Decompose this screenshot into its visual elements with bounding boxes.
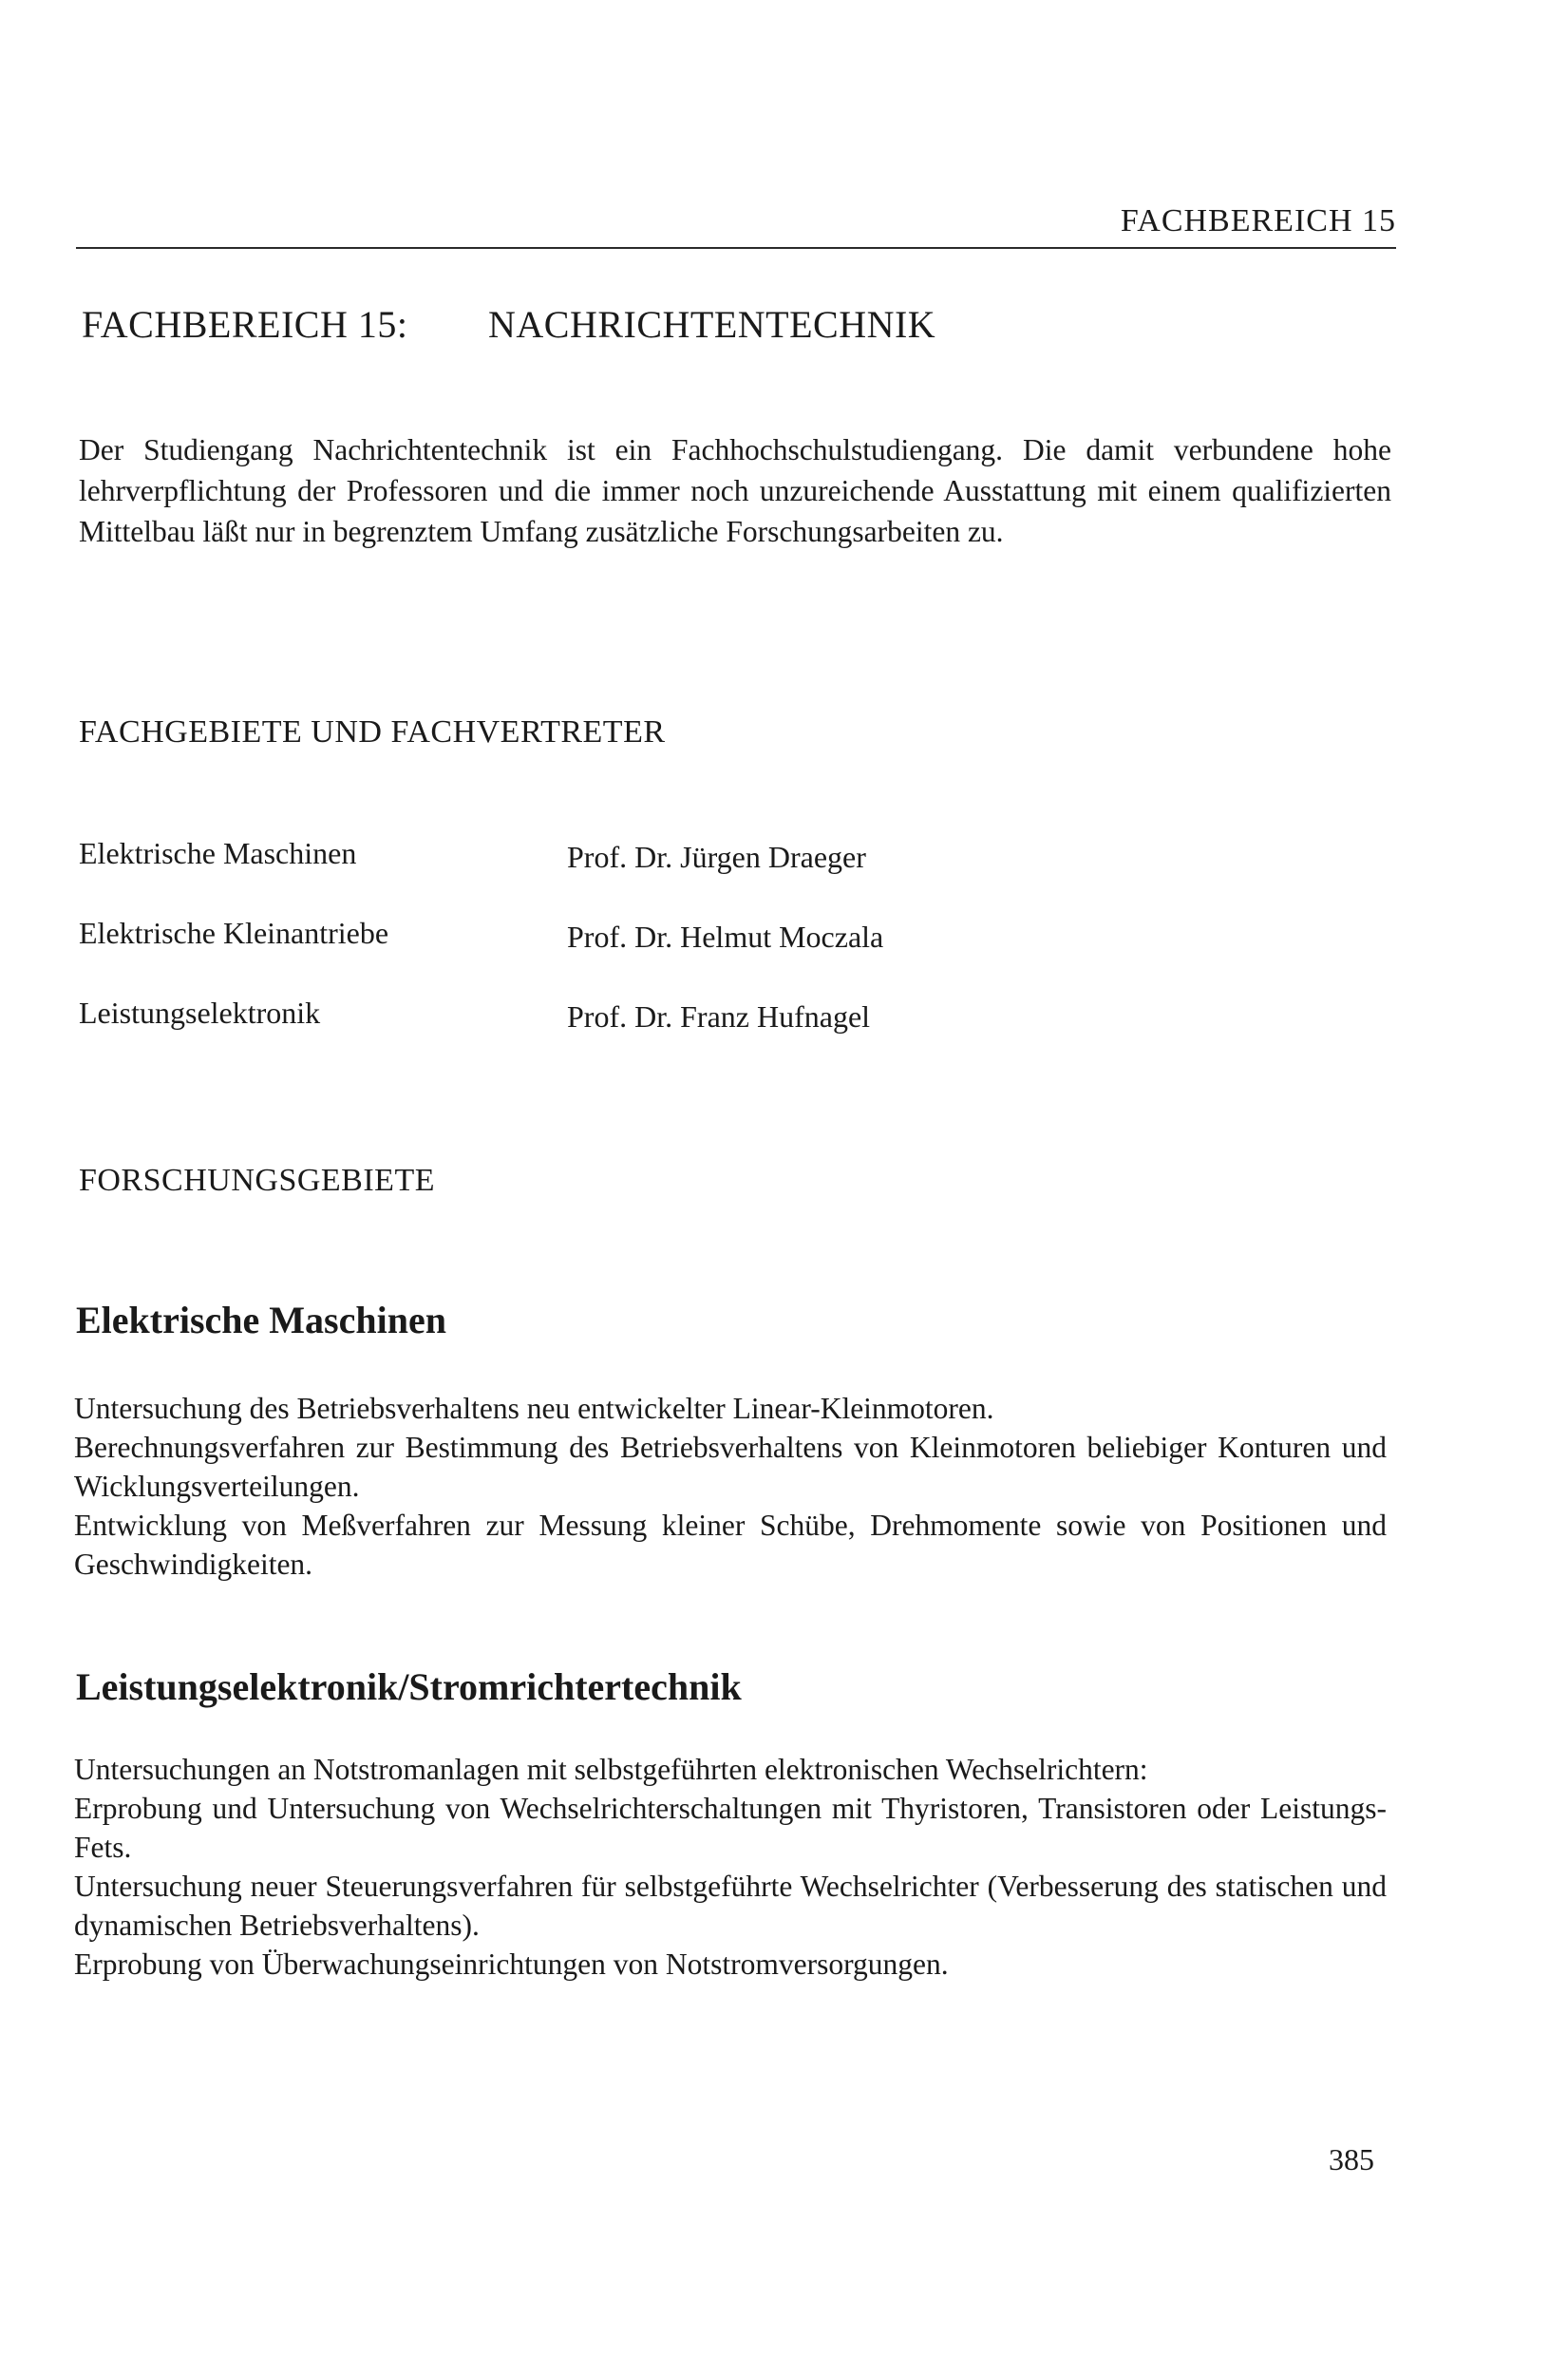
chapter-title xyxy=(82,302,935,347)
page-number: 385 xyxy=(1329,2142,1374,2176)
paragraph: Erprobung und Untersuchung von Wechselrichterschaltungen mit Thyristoren, Transistoren oder Leistungs-Fets. xyxy=(74,1792,1387,1864)
fachgebiet-person: Prof. Dr. Helmut Moczala xyxy=(567,920,884,954)
fachgebiete-table xyxy=(79,836,1219,1075)
chapter-number: FACHBEREICH 15: xyxy=(82,303,408,346)
fachgebiet-row xyxy=(79,916,1219,996)
section-paragraphs xyxy=(74,1750,1387,1984)
subsection-title: Elektrische Maschinen xyxy=(76,1299,446,1341)
paragraph: Entwicklung von Meßverfahren zur Messung kleiner Schübe, Drehmomente sowie von Positionen und Geschwindigkeiten. xyxy=(74,1509,1387,1581)
paragraph: Untersuchung des Betriebsverhaltens neu entwickelter Linear-Kleinmotoren. xyxy=(74,1392,994,1425)
paragraph: Berechnungsverfahren zur Bestimmung des Betriebsverhaltens von Kleinmotoren beliebiger Konturen und Wicklungsverteilungen. xyxy=(74,1431,1387,1503)
running-head-text: FACHBEREICH 15 xyxy=(1120,203,1396,238)
paragraph: Untersuchung neuer Steuerungsverfahren für selbstgeführte Wechselrichter (Verbesserung des statischen und dynamischen Betriebsverhaltens). xyxy=(74,1870,1387,1942)
fachgebiet-row xyxy=(79,996,1219,1075)
paragraph: Erprobung von Überwachungseinrichtungen von Notstromversorgungen. xyxy=(74,1948,949,1981)
chapter-name: NACHRICHTENTECHNIK xyxy=(488,303,936,346)
running-head xyxy=(76,200,1396,249)
fachgebiet-row xyxy=(79,836,1219,916)
fachgebiet-area: Elektrische Kleinantriebe xyxy=(79,916,389,950)
fachgebiet-person: Prof. Dr. Franz Hufnagel xyxy=(567,999,871,1034)
subsection-title: Leistungselektronik/Stromrichtertechnik xyxy=(76,1665,742,1708)
fachgebiete-heading: FACHGEBIETE UND FACHVERTRETER xyxy=(79,714,666,750)
fachgebiet-area: Elektrische Maschinen xyxy=(79,836,357,870)
forschungsgebiete-heading: FORSCHUNGSGEBIETE xyxy=(79,1163,435,1198)
intro-paragraph: Der Studiengang Nachrichtentechnik ist ein Fachhochschulstudiengang. Die damit verbundene hohe lehrverpflichtung der Professoren und die immer noch unzureichende Ausstattung mit einem qualifizierten Mittelbau läßt nur in begrenztem Umfang zusätzliche Forschungsarbeiten zu. xyxy=(79,433,1391,548)
paragraph: Untersuchungen an Notstromanlagen mit selbstgeführten elektronischen Wechselrichtern: xyxy=(74,1753,1148,1786)
fachgebiet-area: Leistungselektronik xyxy=(79,996,321,1030)
fachgebiet-person: Prof. Dr. Jürgen Draeger xyxy=(567,840,866,874)
section-paragraphs xyxy=(74,1389,1387,1584)
